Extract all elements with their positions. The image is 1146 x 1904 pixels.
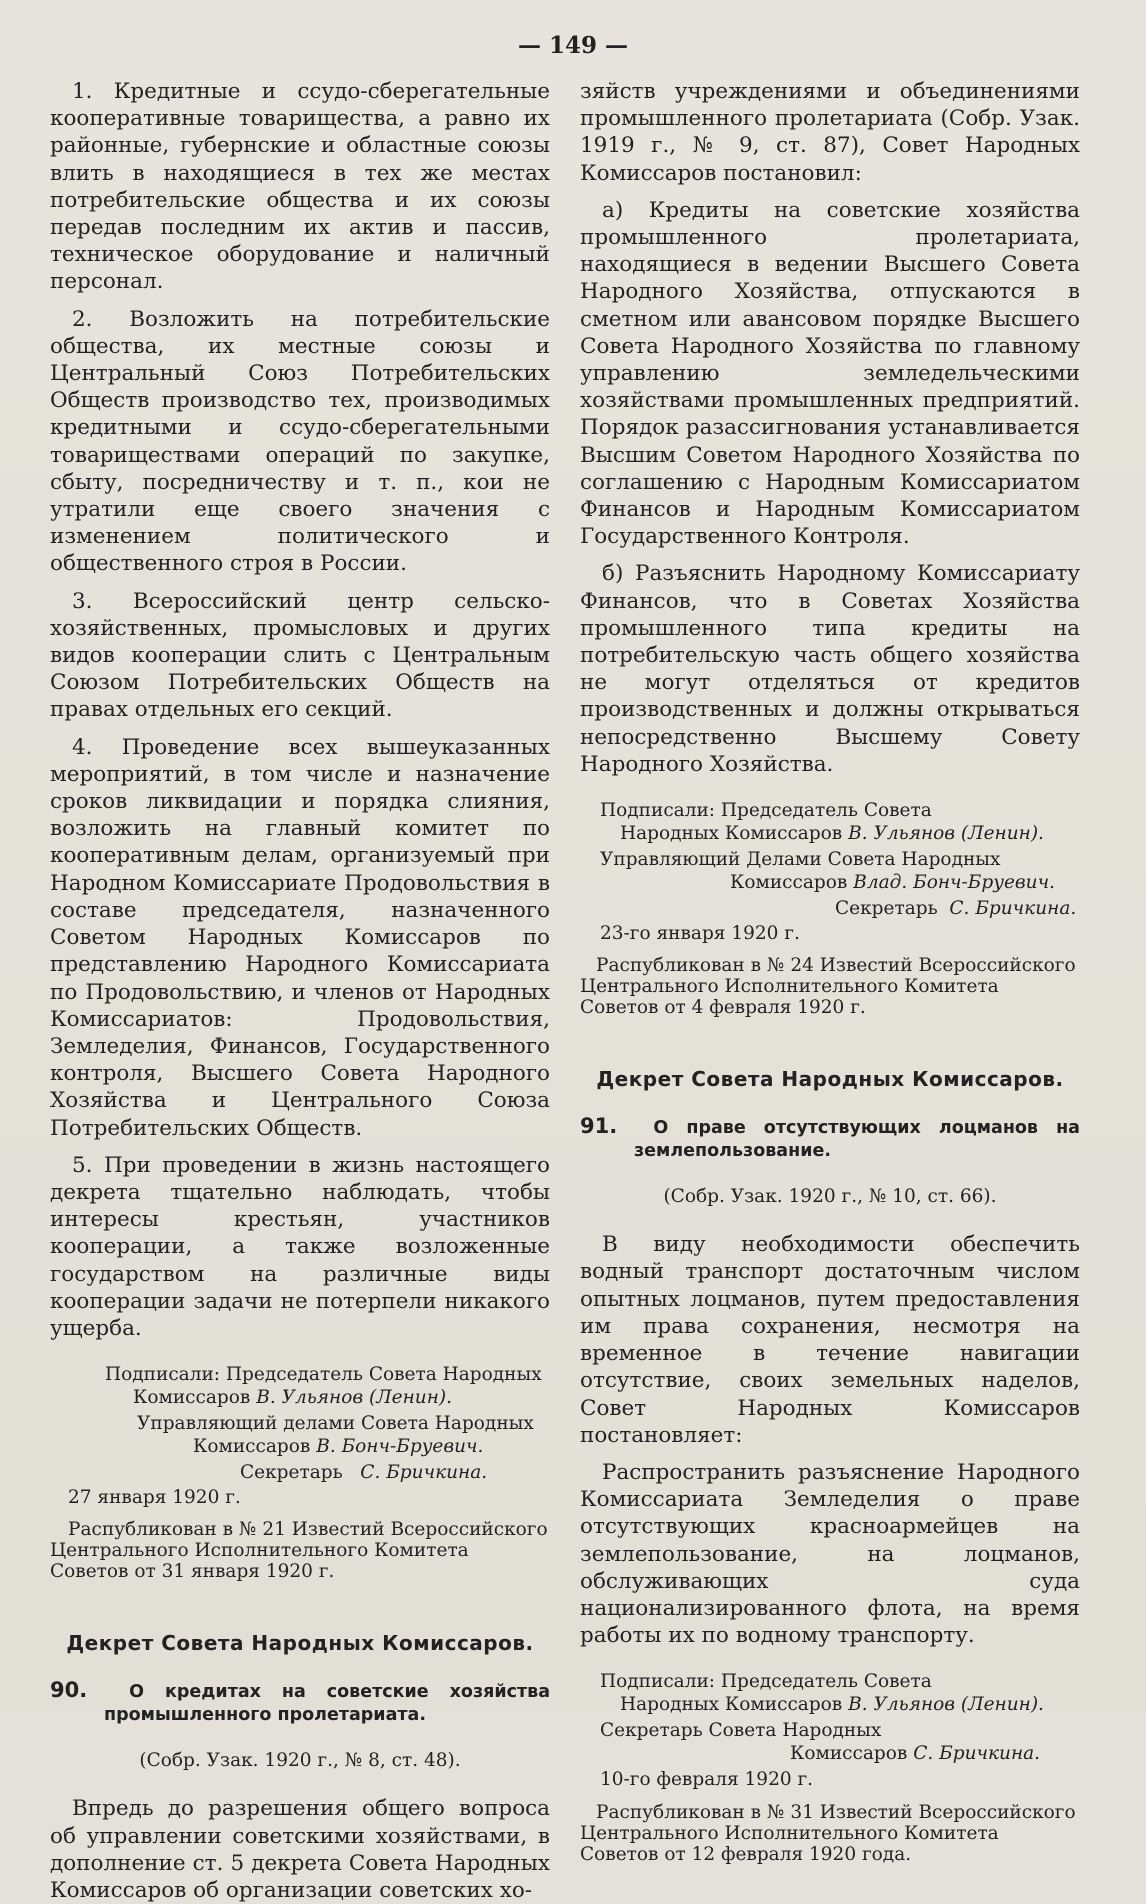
decree-title [580,1115,1080,1163]
signature-block [50,1364,550,1485]
signature-name: С. Бричкина. [949,898,1077,920]
publication-note: Распубликован в № 21 Известий Всероссийского Центрального Исполнительного Комитета Советов от 31 января 1920 г. [50,1519,548,1583]
paragraph-continuation: зяйств учреждениями и объединениями промышленного пролетариата (Собр. Узак. 1919 г., № 9, ст. 87), Совет Народных Комиссаров постановил: [580,79,1080,186]
signature-line: Народных Комиссаров [620,1693,843,1715]
date-line: 27 января 1920 г. [68,1486,241,1508]
signature-name: В. Ульянов (Ленин). [848,1693,1044,1715]
signature-name: В. Ульянов (Ленин). [848,822,1044,844]
signature-name: С. Бричкина. [360,1462,488,1484]
decree-preamble: В виду необходимости обеспечить водный транспорт достаточным числом опытных лоцманов, путем предоставления им права сохранения, несмотря на временное в течение навигации отсутствие, своих земельных наделов, Совет Народных Комиссаров постановляет: [580,1232,1080,1448]
decree-title-text: О праве отсутствующих лоцманов на землепользование. [634,1118,1080,1162]
signature-line: Комиссаров [133,1386,251,1408]
decree-body: Распространить разъяснение Народного Комиссариата Земледелия о праве отсутствующих красноармейцев на землепользование, на лоцманов, обслуживающих суда национализированного флота, на время работы их по водному транспорту. [580,1459,1080,1649]
signature-name: Влад. Бонч-Бруевич. [853,871,1055,893]
right-column [580,78,1080,1865]
decree-source: (Собр. Узак. 1920 г., № 8, ст. 48). [139,1750,461,1772]
paragraph-item-1: 1. Кредитные и ссудо-сберегательные кооперативные товарищества, а равно их районные, губернские и областные союзы влить в находящиеся в тех же местах потребительские общества и их союзы передав последним их актив и пассив, техническое оборудование и наличный персонал. [50,79,550,295]
signature-line: Секретарь [835,898,938,920]
decree-heading: Декрет Совета Народных Комиссаров. [596,1067,1064,1092]
paragraph-item-5: 5. При проведении в жизнь настоящего декрета тщательно наблюдать, чтобы интересы крестьян, участников кооперации, а также возложенные государством на различные виды кооперации задачи не потерпели никакого ущерба. [50,1152,550,1341]
signature-line: Подписали: Председатель Совета Народных [105,1364,542,1386]
decree-text: Впредь до разрешения общего вопроса об управлении советскими хозяйствами, в дополнение ст. 5 декрета Совета Народных Комиссаров об организации советских хо- [50,1796,550,1903]
decree-heading: Декрет Совета Народных Комиссаров. [66,1631,534,1656]
signature-line: Народных Комиссаров [620,822,843,844]
signature-line: Подписали: Председатель Совета [600,1671,932,1693]
decree-title-text: О кредитах на советские хозяйства промышленного пролетариата. [104,1682,551,1726]
signature-line: Секретарь [240,1462,343,1484]
signature-line: Секретарь Совета Народных [600,1720,882,1742]
publication-note: Распубликован в № 24 Известий Всероссийского Центрального Исполнительного Комитета Советов от 4 февраля 1920 г. [580,955,1076,1019]
signature-line: Комиссаров [790,1742,908,1764]
signature-line: Комиссаров [193,1435,311,1457]
paragraph-item-3: 3. Всероссийский центр сельско-хозяйственных, промысловых и других видов кооперации слить с Центральным Союзом Потребительских Обществ на правах отдельных его секций. [50,588,550,723]
signature-line: Подписали: Председатель Совета [600,800,932,822]
signature-block [580,800,1080,921]
signature-name: В. Ульянов (Ленин). [256,1386,453,1408]
decree-number: 90. [50,1678,88,1703]
signature-name: С. Бричкина. [913,1742,1041,1764]
point-a: а) Кредиты на советские хозяйства промышленного пролетариата, находящиеся в ведении Высшего Совета Народного Хозяйства, отпускаются в сметном или авансовом порядке Высшего Совета Народного Хозяйства по главному управлению земледельческими хозяйствами промышленных предприятий. Порядок разассигнования устанавливается Высшим Советом Народного Хозяйства по соглашению с Народным Комиссариатом Финансов и Народным Комиссариатом Государственного Контроля. [580,197,1080,550]
signature-line: Комиссаров [730,871,848,893]
signature-name: В. Бонч-Бруевич. [316,1435,484,1457]
paragraph-item-4: 4. Проведение всех вышеуказанных мероприятий, в том числе и назначение сроков ликвидации и порядка слияния, возложить на главный комитет по кооперативным делам, организуемый при Народном Комиссариате Продовольствия в составе председателя, назначенного Советом Народных Комиссаров по представлению Народного Комиссариата по Продовольствию, и членов от Народных Комиссариатов: Продовольствия, Земледелия, Финансов, Государственного контроля, Высшего Совета Народного Хозяйства и Центрального Союза Потребительских Обществ. [50,734,550,1141]
signature-line: Управляющий делами Совета Народных [137,1413,534,1435]
date-line: 23-го января 1920 г. [600,922,800,944]
point-b: б) Разъяснить Народному Комиссариату Финансов, что в Советах Хозяйства промышленного типа кредиты на потребительскую часть общего хозяйства не могут отделяться от кредитов производственных и должны открываться непосредственно Высшему Совету Народного Хозяйства. [580,561,1080,777]
left-column [50,78,550,1904]
date-line: 10-го февраля 1920 г. [600,1769,814,1791]
signature-line: Управляющий Делами Совета Народных [600,849,1001,871]
signature-block [580,1671,1080,1765]
paragraph-item-2: 2. Возложить на потребительские общества, их местные союзы и Центральный Союз Потребительских Обществ производство тех, производимых кредитными и ссудо-сберегательными товариществами операций по закупке, сбыту, посредничеству и т. п., кои не утратили еще своего значения с изменением политического и общественного строя в России. [50,306,550,577]
publication-note: Распубликован в № 31 Известий Всероссийского Центрального Исполнительного Комитета Советов от 12 февраля 1920 года. [580,1801,1076,1865]
decree-number: 91. [580,1114,618,1139]
decree-source: (Собр. Узак. 1920 г., № 10, ст. 66). [663,1186,997,1208]
decree-title [50,1679,550,1727]
page-number: — 149 — [517,32,629,59]
